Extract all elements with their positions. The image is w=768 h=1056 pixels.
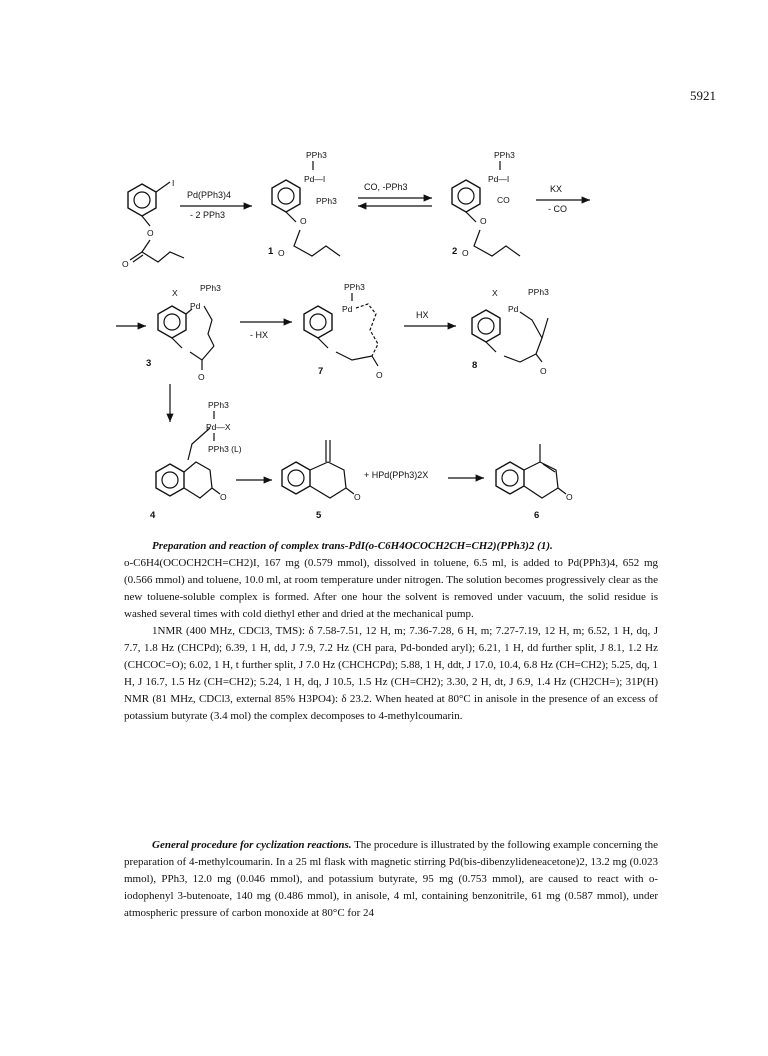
atom-o: O [147,228,154,238]
atom-x: X [172,288,178,298]
atom-o: O [278,248,285,258]
compound-label: 3 [146,358,152,369]
compound-2 [452,150,520,256]
compound-label: 6 [534,510,540,521]
reagent-label: Pd(PPh3)4 [187,190,232,200]
atom-pd: Pd [342,304,353,314]
ligand-label: PPh3 (L) [208,444,242,454]
pd-label: Pd—I [488,174,510,184]
compound-6 [496,444,566,498]
compound-8 [472,287,549,362]
atom-i: I [172,178,175,188]
reagent-label: - HX [250,330,268,340]
compound-5 [282,440,354,498]
pd-label: Pd—X [206,422,231,432]
reagent-label: CO, -PPh3 [364,182,408,192]
ligand-label: PPh3 [344,282,365,292]
ligand-label: PPh3 [316,196,337,206]
atom-o: O [198,372,205,382]
byproduct-label: + HPd(PPh3)2X [364,470,429,480]
compound-3 [158,283,221,370]
ligand-label: PPh3 [494,150,515,160]
atom-o: O [122,259,129,269]
compound-label: 2 [452,246,458,257]
compound-4 [156,400,242,498]
section-heading: Preparation and reaction of complex trans-PdI(o-C6H4OCOCH2CH=CH2)(PPh3)2 (1). [152,540,553,552]
page-number: 5921 [690,88,716,103]
atom-o: O [300,216,307,226]
ligand-label: PPh3 [208,400,229,410]
compound-label: 1 [268,246,274,257]
ligand-label: PPh3 [528,287,549,297]
compound-label: 5 [316,510,322,521]
atom-o: O [376,370,383,380]
atom-o: O [220,492,227,502]
compound-label: 8 [472,360,478,371]
atom-pd: Pd [508,304,519,314]
ligand-label: PPh3 [306,150,327,160]
compound-label: 7 [318,366,324,377]
atom-x: X [492,288,498,298]
atom-o: O [354,492,361,502]
atom-pd: Pd [190,301,201,311]
atom-o: O [462,248,469,258]
section-preparation [124,538,658,725]
section-general-procedure [124,837,658,922]
nmr-paragraph: 1NMR (400 MHz, CDCl3, TMS): δ 7.58-7.51, 12 H, m; 7.36-7.28, 6 H, m; 7.27-7.19, 12 H, m; 6.52, 1 H, dq, J 7.7, 1.8 Hz (CHCPd); 6.39, 1 H, dd, J 7.9, 7.2 Hz (CH para, Pd-bonded aryl); 6.21, 1 H, dd further split, J 8.1, 1.2 Hz (CHCOC=O); 6.02, 1 H, t further split, J 7.0 Hz (CHCHCPd); 5.88, 1 H, ddt, J 17.0, 10.4, 6.8 Hz (CH=CH2); 5.25, dq, 1 H, J 16.7, 1.5 Hz (CH=CH2); 5.24, 1 H, dq, J 10.5, 1.5 Hz (CH=CH2); 3.30, 2 H, dt, J 6.9, 1.4 Hz (CH2CH=); 31P(H) NMR (81 MHz, CDCl3, external 85% H3PO4): δ 23.2. When heated at 80°C in anisole in the presence of an excess of potassium butyrate (3.4 mol) the complex decomposes to 4-methylcoumarin. [124,625,658,722]
atom-co: CO [497,195,510,205]
pd-label: Pd—I [304,174,326,184]
compound-label: 4 [150,510,156,521]
paragraph: o-C6H4(OCOCH2CH=CH2)I, 167 mg (0.579 mmol), dissolved in toluene, 6.5 ml, is added to Pd(PPh3)4, 652 mg (0.566 mmol) and toluene, 10.0 ml, at room temperature under nitrogen. The solution becomes progressively clear as the new toluene-soluble complex is formed. After one hour the solvent is removed under vacuum, the solid residue is washed several times with cold diethyl ether and dried at the mechanical pump. [124,557,658,620]
compound-7 [304,282,378,366]
compound-1 [272,150,340,256]
reagent-label: HX [416,310,429,320]
atom-o: O [540,366,547,376]
paragraph: The procedure is illustrated by the following example concerning the preparation of 4-methylcoumarin. In a 25 ml flask with magnetic stirring Pd(bis-dibenzylideneacetone)2, 13.2 mg (0.023 mmol), PPh3, 12.0 mg (0.046 mmol), and potassium butyrate, 95 mg (0.753 mmol), are caused to react with o-iodophenyl 3-butenoate, 140 mg (0.486 mmol), in anisole, 4 ml, containing benzonitrile, 61 mg (0.587 mmol), under atmospheric pressure of carbon monoxide at 80°C for 24 [124,839,659,919]
reagent-label: KX [550,184,563,194]
section-heading: General procedure for cyclization reactions. [152,839,352,851]
atom-o: O [480,216,487,226]
atom-o: O [566,492,573,502]
reagent-label: - 2 PPh3 [190,210,226,220]
starting-material [128,178,184,262]
ligand-label: PPh3 [200,283,221,293]
reagent-label: - CO [548,204,567,214]
